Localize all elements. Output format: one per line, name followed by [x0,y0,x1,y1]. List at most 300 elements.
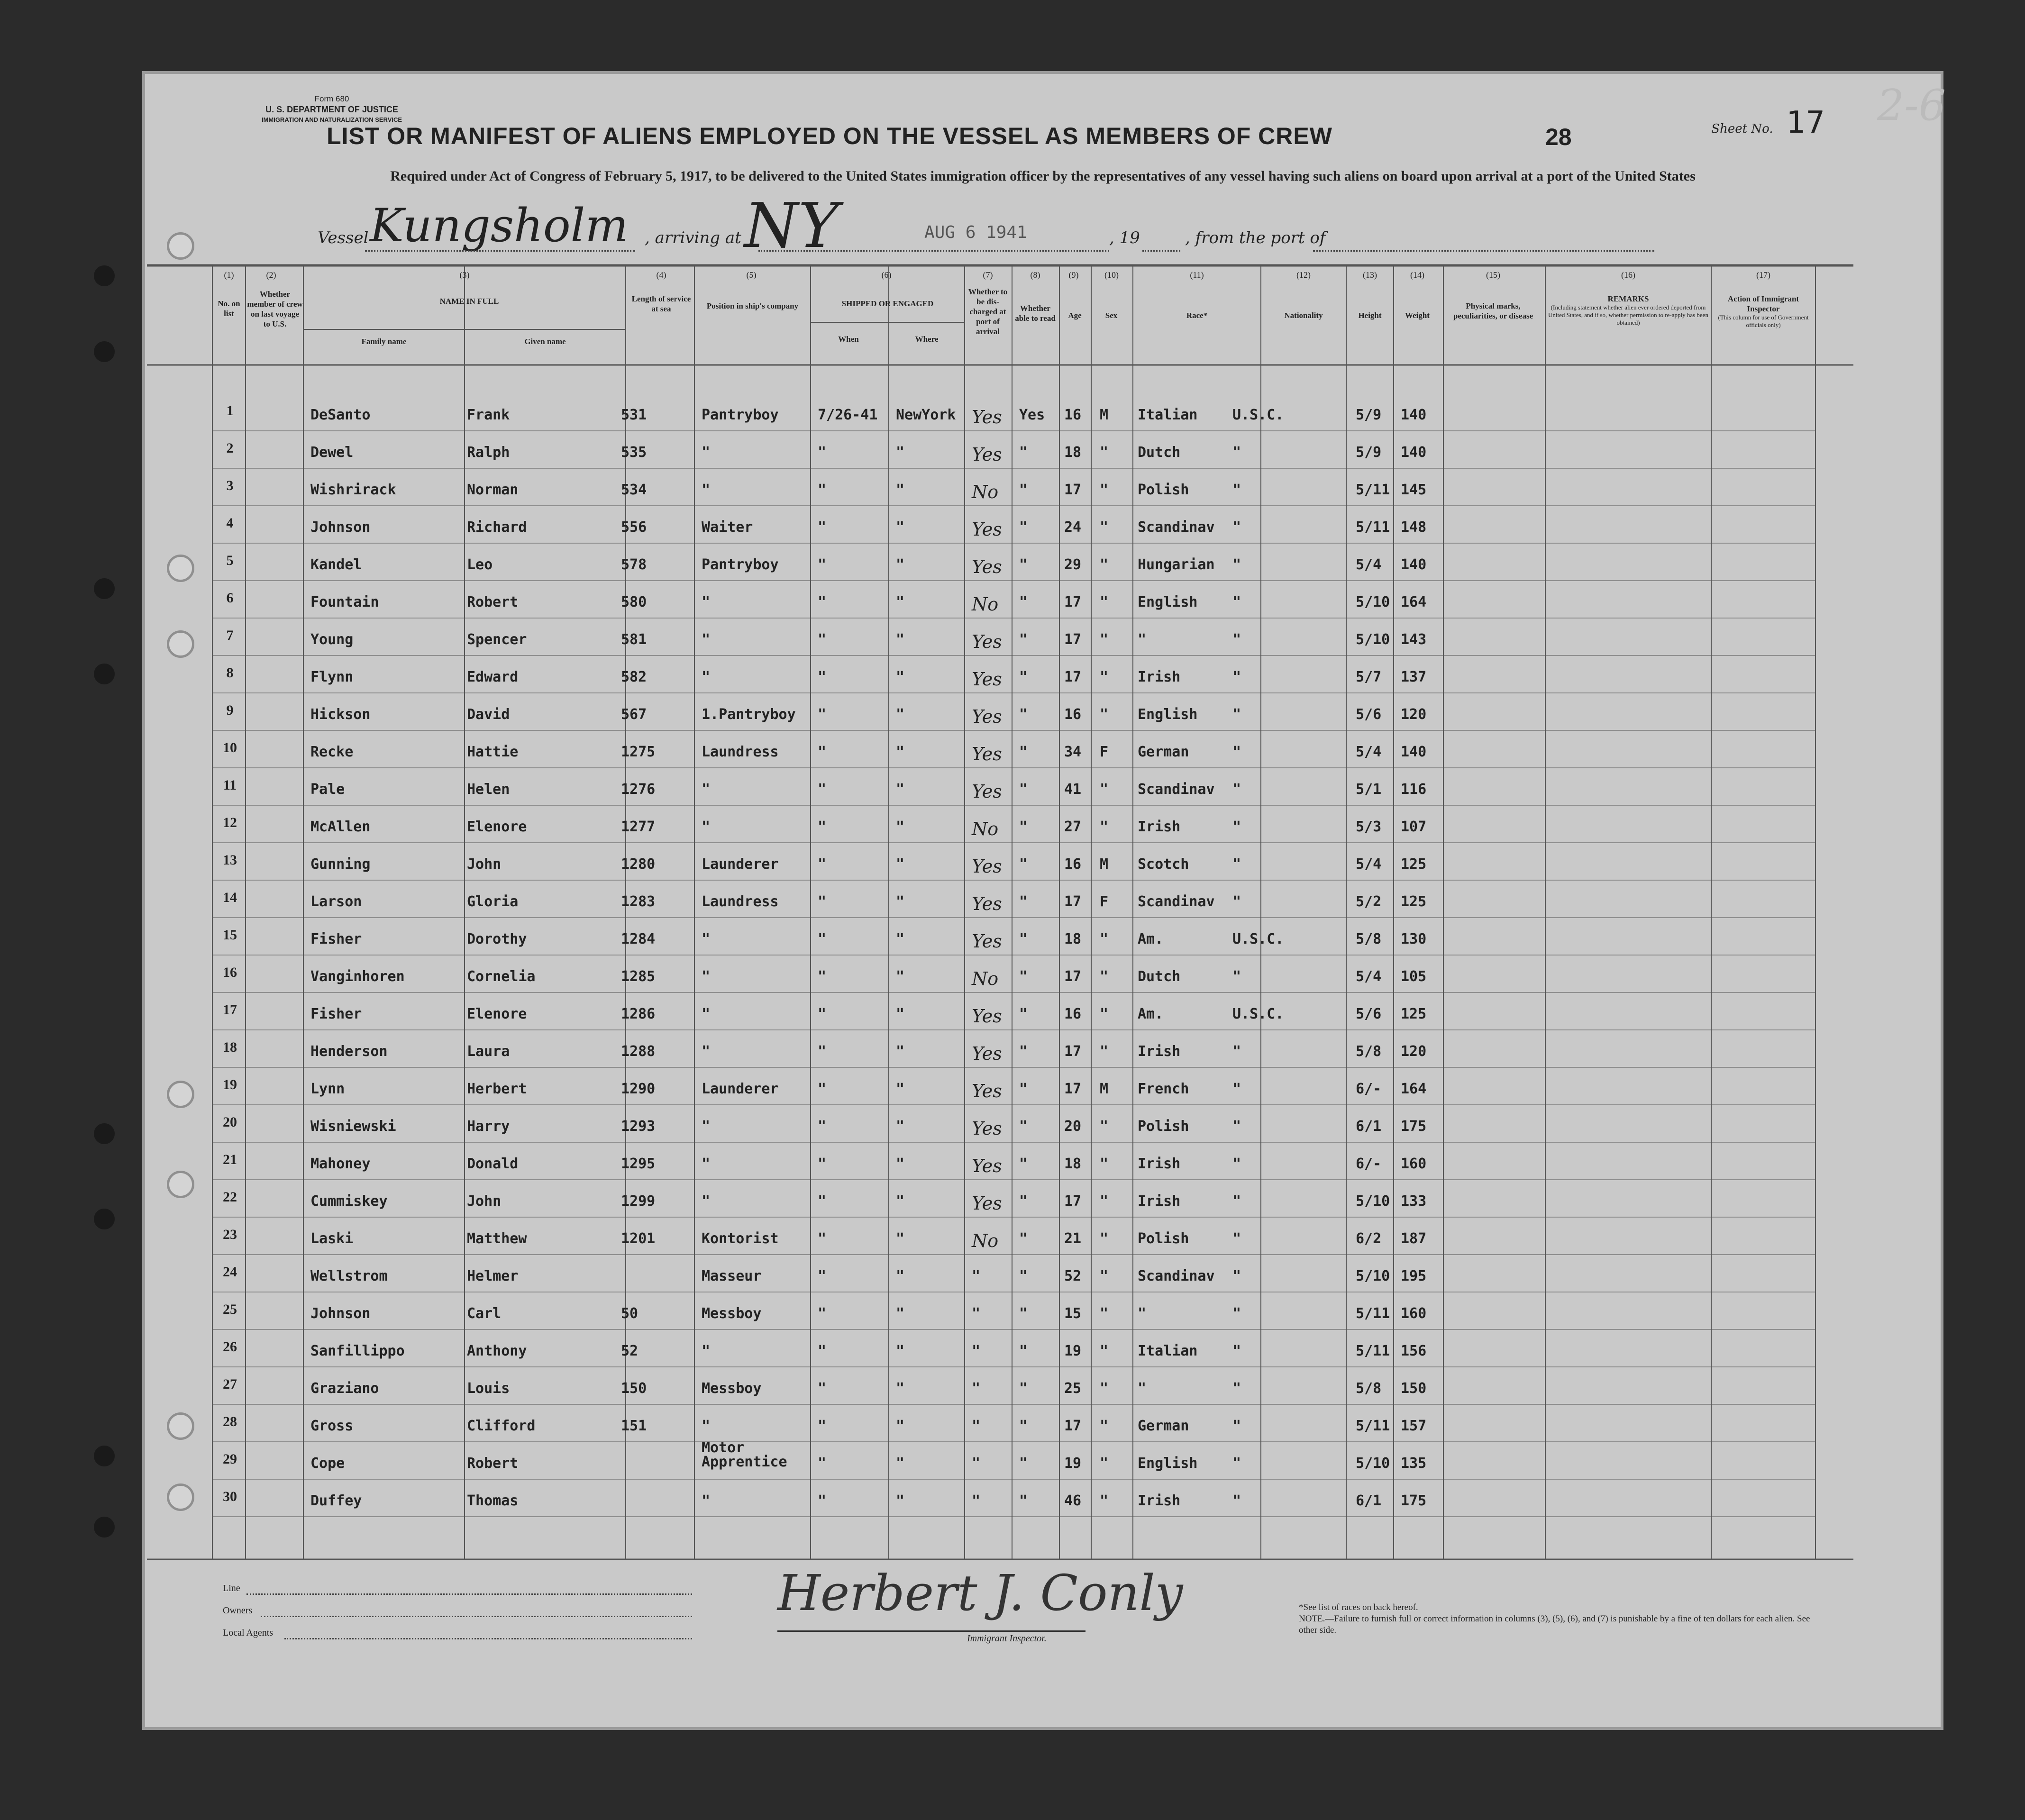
cell-when: " [818,1418,827,1434]
cell-nat: " [1232,1305,1241,1322]
manifest-sheet [142,71,1943,1730]
date-stamp: AUG 6 1941 [924,223,1027,242]
cell-disch: " [972,1418,981,1434]
cell-race: Scandinav [1138,893,1215,910]
cell-length: 1277 [621,819,656,835]
cell-position: Pantryboy [702,556,779,573]
cell-where: " [896,744,905,760]
cell-given: Ralph [467,444,510,461]
cell-position: Laundress [702,893,779,910]
column-number: (15) [1486,270,1500,280]
fine-note: NOTE.—Failure to furnish full or correct information in columns (3), (5), (6), and (7) is punishable by a fine of ten dollars for each alien. See other side. [1299,1614,1810,1635]
cell-weight: 148 [1401,519,1427,536]
cell-race: Irish [1138,1492,1181,1509]
cell-when: " [818,1156,827,1172]
column-number: (17) [1756,270,1770,280]
cell-when: " [818,1118,827,1135]
cell-length: 1295 [621,1156,656,1172]
cell-height: 5/4 [1356,856,1382,873]
cell-length: 1276 [621,781,656,798]
cell-weight: 157 [1401,1418,1427,1434]
col-no-header: No. on list [218,299,240,318]
cell-sex: " [1100,1492,1109,1509]
binder-hole [94,1209,115,1229]
cell-read: " [1019,631,1028,648]
cell-position: Motor Apprentice [702,1439,787,1470]
cell-sex: " [1100,1118,1109,1135]
cell-nat: " [1232,519,1241,536]
cell-race: Scandinav [1138,519,1215,536]
cell-race: German [1138,1418,1189,1434]
cell-age: 18 [1064,931,1082,947]
cell-given: Robert [467,594,519,610]
cell-disch: Yes [972,669,1002,690]
cell-age: 17 [1064,594,1082,610]
cell-where: " [896,893,905,910]
cell-position: Messboy [702,1305,762,1322]
cell-nat: " [1232,819,1241,835]
cell-when: " [818,781,827,798]
cell-family: Henderson [310,1043,388,1060]
cell-family: Wisniewski [310,1118,396,1135]
cell-no: 28 [223,1414,237,1429]
cell-given: Matthew [467,1230,527,1247]
cell-race: " [1138,631,1147,648]
cell-height: 5/4 [1356,556,1382,573]
cell-height: 6/- [1356,1156,1382,1172]
cell-age: 17 [1064,1081,1082,1097]
cell-age: 24 [1064,519,1082,536]
cell-nat: " [1232,1043,1241,1060]
cell-given: Louis [467,1380,510,1397]
cell-read: " [1019,1006,1028,1022]
column-number: (16) [1621,270,1635,280]
cell-length: 578 [621,556,647,573]
cell-height: 5/6 [1356,706,1382,723]
col-length-header: Length of service at sea [631,294,691,313]
cell-position: " [702,1156,711,1172]
cell-no: 22 [223,1189,237,1205]
cell-height: 5/9 [1356,407,1382,423]
cell-disch: Yes [972,1006,1002,1027]
cell-read: " [1019,1156,1028,1172]
col-height-header: Height [1358,311,1382,320]
cell-disch: No [972,482,999,502]
cell-no: 15 [223,927,237,943]
cell-height: 5/11 [1356,1343,1390,1359]
cell-race: Scandinav [1138,781,1215,798]
cell-nat: U.S.C. [1232,1006,1284,1022]
cell-disch: Yes [972,781,1002,802]
cell-given: Norman [467,482,519,498]
cell-weight: 160 [1401,1305,1427,1322]
cell-length: 1280 [621,856,656,873]
cell-race: Hungarian [1138,556,1215,573]
cell-given: Hattie [467,744,519,760]
cell-age: 15 [1064,1305,1082,1322]
cell-no: 16 [223,965,237,980]
col-nationality-header: Nationality [1284,311,1323,320]
cell-where: " [896,931,905,947]
cell-read: " [1019,744,1028,760]
footer-agents-label: Local Agents [223,1628,274,1638]
cell-read: " [1019,706,1028,723]
sheet-label: Sheet No. [1711,122,1773,136]
cell-sex: " [1100,556,1109,573]
cell-no: 9 [226,702,234,718]
cell-age: 41 [1064,781,1082,798]
cell-family: DeSanto [310,407,371,423]
cell-position: Laundress [702,744,779,760]
cell-weight: 187 [1401,1230,1427,1247]
cell-sex: " [1100,1006,1109,1022]
cell-position: " [702,1043,711,1060]
cell-where: " [896,519,905,536]
cell-family: Fisher [310,1006,362,1022]
cell-age: 17 [1064,1193,1082,1210]
race-note: *See list of races on back hereof. [1299,1602,1418,1612]
column-number: (4) [656,270,666,280]
cell-height: 5/11 [1356,519,1390,536]
cell-height: 5/11 [1356,1418,1390,1434]
cell-family: Fisher [310,931,362,947]
cell-sex: M [1100,1081,1109,1097]
cell-age: 20 [1064,1118,1082,1135]
col-physical-header: Physical marks, peculiarities, or disease [1453,301,1533,320]
cell-position: " [702,1343,711,1359]
cell-race: " [1138,1380,1147,1397]
cell-height: 5/3 [1356,819,1382,835]
cell-family: Lynn [310,1081,345,1097]
cell-age: 16 [1064,856,1082,873]
cell-read: " [1019,1418,1028,1434]
column-number: (12) [1296,270,1311,280]
col-sex-header: Sex [1105,311,1118,320]
cell-given: Elenore [467,1006,527,1022]
cell-sex: " [1100,968,1109,985]
col-read-header: Whether able to read [1015,304,1056,323]
col-when-header: When [838,335,859,344]
cell-nat: " [1232,1268,1241,1284]
remarks-subtitle: (Including statement whether alien ever ordered deported from United States, and if so, whether permission to re-apply has been obtained) [1548,304,1708,326]
cell-given: Harry [467,1118,510,1135]
action-title: Action of Immigrant Inspector [1727,294,1799,313]
cell-where: " [896,1043,905,1060]
cell-weight: 140 [1401,444,1427,461]
cell-nat: " [1232,781,1241,798]
cell-height: 5/8 [1356,1043,1382,1060]
cell-weight: 143 [1401,631,1427,648]
cell-height: 5/4 [1356,968,1382,985]
cell-nat: " [1232,482,1241,498]
cell-nat: " [1232,893,1241,910]
cell-sex: F [1100,893,1109,910]
cell-length: 556 [621,519,647,536]
cell-length: 531 [621,407,647,423]
cell-where: " [896,781,905,798]
cell-height: 6/- [1356,1081,1382,1097]
cell-age: 21 [1064,1230,1082,1247]
cell-where: NewYork [896,407,956,423]
cell-read: " [1019,519,1028,536]
cell-sex: " [1100,1156,1109,1172]
cell-race: Scotch [1138,856,1189,873]
cell-family: Hickson [310,706,371,723]
cell-read: " [1019,594,1028,610]
cell-nat: " [1232,1380,1241,1397]
vessel-name: Kungsholm [370,199,629,252]
cell-when: " [818,968,827,985]
cell-no: 12 [223,815,237,830]
page-subtitle: Required under Act of Congress of February 5, 1917, to be delivered to the United States immigration officer by the representatives of any vessel having such aliens on board upon arrival at a port of the United States [390,168,1696,184]
cell-height: 5/2 [1356,893,1382,910]
arriving-label: , arriving at [645,228,741,247]
cell-when: " [818,856,827,873]
cell-when: " [818,744,827,760]
cell-sex: " [1100,1193,1109,1210]
cell-disch: Yes [972,856,1002,877]
cell-read: " [1019,1081,1028,1097]
column-number: (2) [266,270,276,280]
cell-age: 17 [1064,631,1082,648]
cell-length: 1299 [621,1193,656,1210]
cell-age: 16 [1064,407,1082,423]
cell-age: 16 [1064,706,1082,723]
cell-age: 18 [1064,444,1082,461]
cell-when: " [818,1268,827,1284]
cell-height: 5/9 [1356,444,1382,461]
cell-when: " [818,1006,827,1022]
cell-height: 5/8 [1356,931,1382,947]
cell-race: " [1138,1305,1147,1322]
cell-sex: " [1100,1455,1109,1472]
cell-given: David [467,706,510,723]
cell-no: 2 [226,440,234,456]
cell-family: Flynn [310,669,354,685]
cell-disch: Yes [972,931,1002,952]
cell-age: 52 [1064,1268,1082,1284]
cell-sex: " [1100,1230,1109,1247]
binder-hole [94,1517,115,1538]
cell-position: " [702,631,711,648]
cell-where: " [896,1268,905,1284]
cell-disch: Yes [972,1081,1002,1101]
cell-disch: Yes [972,1043,1002,1064]
cell-given: Frank [467,407,510,423]
cell-given: Clifford [467,1418,536,1434]
cell-weight: 133 [1401,1193,1427,1210]
cell-height: 5/4 [1356,744,1382,760]
margin-annotation: 2-6 [1877,81,1946,130]
cell-family: Johnson [310,1305,371,1322]
cell-length: 535 [621,444,647,461]
column-number: (8) [1030,270,1040,280]
cell-nat: " [1232,1193,1241,1210]
cell-length: 1293 [621,1118,656,1135]
binder-hole [94,265,115,286]
cell-race: Italian [1138,407,1198,423]
cell-weight: 195 [1401,1268,1427,1284]
cell-no: 7 [226,628,234,643]
cell-when: " [818,556,827,573]
cell-no: 4 [226,515,234,531]
cell-length: 1290 [621,1081,656,1097]
cell-race: Irish [1138,669,1181,685]
cell-given: Donald [467,1156,519,1172]
cell-no: 25 [223,1301,237,1317]
remarks-title: REMARKS [1607,294,1649,303]
cell-given: John [467,856,502,873]
cell-race: Irish [1138,819,1181,835]
cell-race: German [1138,744,1189,760]
cell-family: Mahoney [310,1156,371,1172]
cell-where: " [896,1193,905,1210]
department-name: U. S. DEPARTMENT OF JUSTICE [265,105,398,114]
cell-race: Polish [1138,482,1189,498]
cell-disch: Yes [972,1193,1002,1214]
cell-sex: " [1100,631,1109,648]
cell-sex: M [1100,856,1109,873]
cell-read: " [1019,1492,1028,1509]
cell-race: Am. [1138,1006,1164,1022]
cell-where: " [896,1006,905,1022]
cell-where: " [896,1492,905,1509]
cell-race: Irish [1138,1156,1181,1172]
cell-sex: " [1100,519,1109,536]
cell-disch: No [972,1230,999,1251]
cell-no: 8 [226,665,234,681]
cell-family: Graziano [310,1380,379,1397]
cell-given: Helmer [467,1268,519,1284]
cell-when: " [818,1380,827,1397]
cell-nat: " [1232,706,1241,723]
cell-position: " [702,968,711,985]
cell-family: Pale [310,781,345,798]
cell-where: " [896,631,905,648]
cell-family: Fountain [310,594,379,610]
cell-when: " [818,594,827,610]
cell-disch: No [972,819,999,839]
cell-nat: U.S.C. [1232,407,1284,423]
cell-disch: Yes [972,893,1002,914]
cell-nat: " [1232,1230,1241,1247]
cell-given: Dorothy [467,931,527,947]
cell-sex: " [1100,444,1109,461]
cell-disch: Yes [972,556,1002,577]
cell-where: " [896,669,905,685]
cell-no: 14 [223,890,237,905]
cell-when: " [818,1193,827,1210]
cell-where: " [896,482,905,498]
cell-sex: " [1100,819,1109,835]
column-number: (1) [224,270,234,280]
vessel-label: Vessel [318,228,369,247]
col-family-header: Family name [361,337,407,346]
cell-read: " [1019,856,1028,873]
year-label: , 19 [1109,228,1140,247]
cell-height: 5/11 [1356,1305,1390,1322]
cell-no: 27 [223,1376,237,1392]
cell-family: Wellstrom [310,1268,388,1284]
cell-sex: M [1100,407,1109,423]
cell-race: Italian [1138,1343,1198,1359]
binder-hole [94,578,115,599]
cell-race: Irish [1138,1193,1181,1210]
cell-read: " [1019,1455,1028,1472]
cell-disch: " [972,1455,981,1472]
cell-no: 11 [223,777,237,793]
cell-race: Scandinav [1138,1268,1215,1284]
cell-disch: Yes [972,519,1002,540]
cell-race: Polish [1138,1230,1189,1247]
cell-where: " [896,856,905,873]
cell-position: Launderer [702,856,779,873]
cell-read: " [1019,1343,1028,1359]
cell-read: " [1019,819,1028,835]
cell-read: " [1019,1380,1028,1397]
cell-where: " [896,1380,905,1397]
cell-age: 25 [1064,1380,1082,1397]
cell-disch: Yes [972,444,1002,465]
inspector-label: Immigrant Inspector. [967,1633,1047,1644]
cell-where: " [896,819,905,835]
cell-when: " [818,1343,827,1359]
cell-sex: " [1100,781,1109,798]
cell-given: Robert [467,1455,519,1472]
column-number: (11) [1190,270,1204,280]
cell-given: Elenore [467,819,527,835]
cell-weight: 125 [1401,893,1427,910]
cell-position: Pantryboy [702,407,779,423]
cell-where: " [896,1230,905,1247]
column-number: (10) [1104,270,1119,280]
service-name: IMMIGRATION AND NATURALIZATION SERVICE [261,116,402,123]
cell-height: 6/2 [1356,1230,1382,1247]
cell-disch: Yes [972,706,1002,727]
cell-weight: 145 [1401,482,1427,498]
cell-disch: " [972,1268,981,1284]
cell-weight: 137 [1401,669,1427,685]
cell-given: Herbert [467,1081,527,1097]
cell-given: Leo [467,556,493,573]
cell-disch: " [972,1492,981,1509]
cell-no: 19 [223,1077,237,1092]
cell-race: Irish [1138,1043,1181,1060]
col-action-header [1711,294,1815,329]
cell-no: 5 [226,553,234,568]
arrival-port: NY [744,190,839,262]
cell-length: 1201 [621,1230,656,1247]
cell-position: " [702,1418,711,1434]
cell-race: Polish [1138,1118,1189,1135]
cell-nat: " [1232,631,1241,648]
cell-position: " [702,444,711,461]
cell-weight: 105 [1401,968,1427,985]
cell-when: " [818,519,827,536]
cell-where: " [896,1118,905,1135]
cell-height: 5/8 [1356,1380,1382,1397]
cell-race: Dutch [1138,444,1181,461]
cell-nat: " [1232,1118,1241,1135]
cell-position: Waiter [702,519,753,536]
column-number: (6) [881,270,892,280]
cell-given: Helen [467,781,510,798]
cell-sex: " [1100,1268,1109,1284]
cell-read: " [1019,444,1028,461]
cell-nat: " [1232,1492,1241,1509]
cell-read: " [1019,1268,1028,1284]
cell-length: 1283 [621,893,656,910]
